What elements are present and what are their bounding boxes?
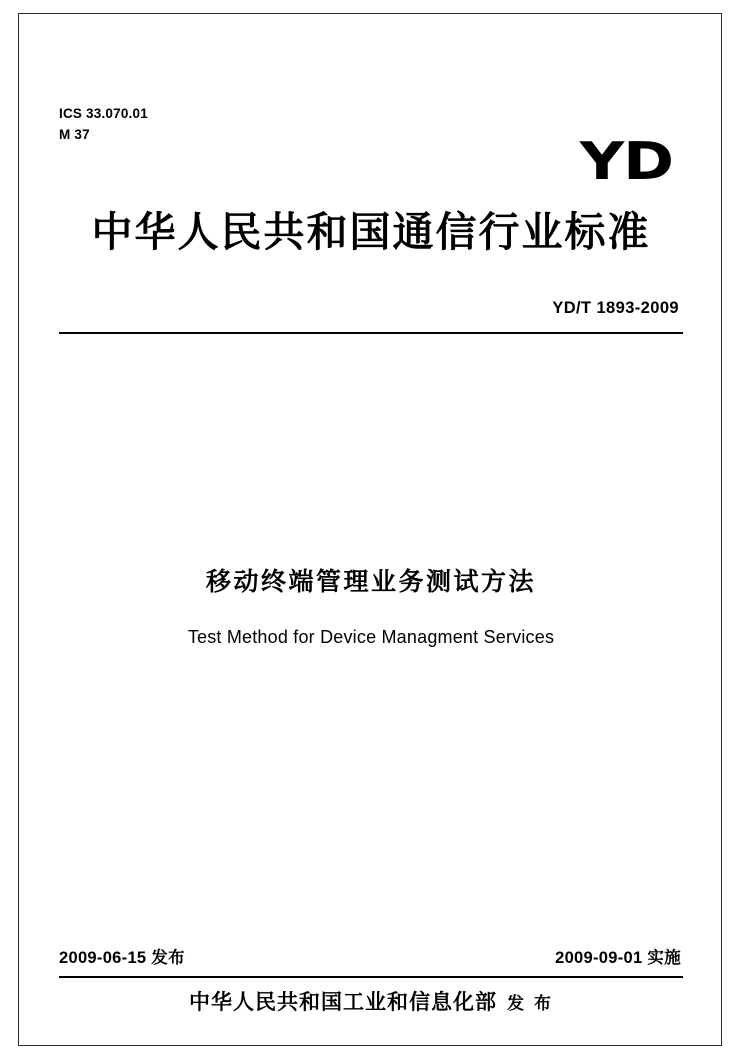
issuer-suffix: 发 布	[507, 994, 553, 1014]
header-divider	[59, 332, 683, 334]
standard-number: YD/T 1893-2009	[552, 299, 679, 317]
issuer-name: 中华人民共和国工业和信息化部	[189, 990, 498, 1014]
issuer-line	[59, 986, 683, 1016]
page-title: 中华人民共和国通信行业标准	[91, 208, 651, 256]
page-content	[59, 14, 683, 1045]
issue-date: 2009-06-15 发布	[59, 949, 185, 967]
subject-title-en: Test Method for Device Managment Services	[187, 627, 555, 647]
yd-emblem: YD	[579, 132, 673, 192]
page-border	[18, 13, 722, 1046]
subject-title-cn: 移动终端管理业务测试方法	[205, 567, 536, 596]
ics-code: ICS 33.070.01	[59, 106, 148, 121]
effective-date: 2009-09-01 实施	[555, 949, 681, 967]
category-code: M 37	[59, 126, 90, 142]
dates-row	[59, 944, 683, 968]
footer-divider	[59, 976, 683, 978]
classification-block	[59, 104, 148, 146]
